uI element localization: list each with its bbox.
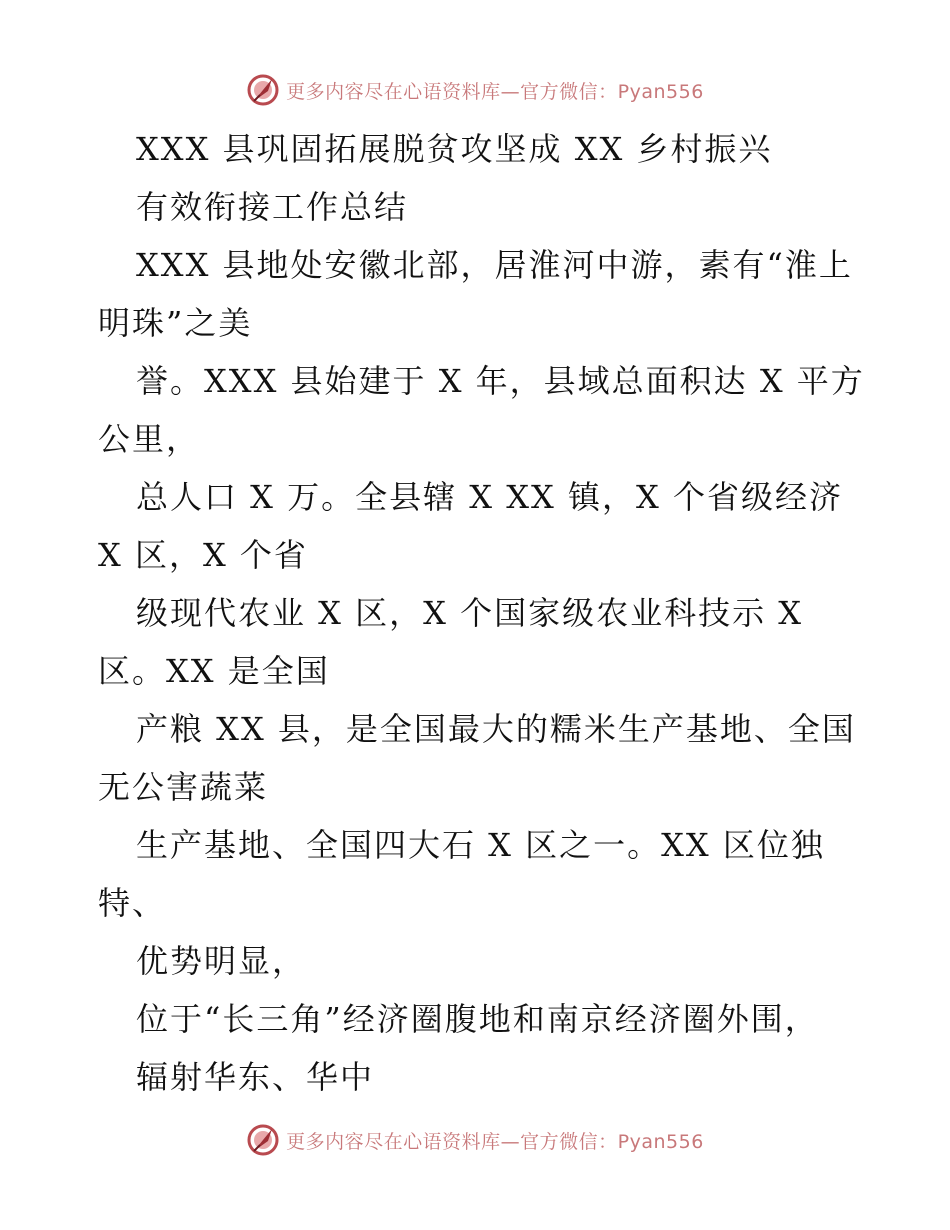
- quill-logo-icon: [246, 73, 280, 107]
- quill-logo-icon: [246, 1123, 280, 1157]
- header-banner: [0, 70, 950, 110]
- paragraph-line: 公里，: [98, 420, 201, 458]
- title-line-1: XXX 县巩固拓展脱贫攻坚成 XX 乡村振兴: [136, 130, 773, 168]
- banner-content: [246, 73, 704, 107]
- paragraph-line: 明珠”之美: [98, 304, 253, 342]
- paragraph-line: 优势明显，: [136, 942, 307, 980]
- paragraph-line: 位于“长三角”经济圈腹地和南京经济圈外围，: [136, 1000, 819, 1038]
- paragraph-line: 无公害蔬菜: [98, 768, 269, 806]
- paragraph-line: 区。XX 是全国: [98, 652, 330, 690]
- paragraph-line: 产粮 XX 县，是全国最大的糯米生产基地、全国: [136, 710, 856, 748]
- banner-content: [246, 1123, 704, 1157]
- footer-banner: [0, 1120, 950, 1160]
- banner-text: 更多内容尽在心语资料库—官方微信：Pyan556: [286, 1130, 704, 1153]
- paragraph-line: XXX 县地处安徽北部，居淮河中游，素有“淮上: [136, 246, 853, 284]
- banner-text: 更多内容尽在心语资料库—官方微信：Pyan556: [286, 80, 704, 103]
- paragraph-line: 总人口 X 万。全县辖 X XX 镇，X 个省级经济: [136, 478, 843, 516]
- paragraph-line: 誉。XXX 县始建于 X 年，县域总面积达 X 平方: [136, 362, 865, 400]
- paragraph-line: 生产基地、全国四大石 X 区之一。XX 区位独: [136, 826, 825, 864]
- title-line-2: 有效衔接工作总结: [136, 188, 409, 226]
- paragraph-line: 级现代农业 X 区，X 个国家级农业科技示 X: [136, 594, 804, 632]
- paragraph-line: X 区，X 个省: [98, 536, 308, 574]
- paragraph-line: 特、: [98, 884, 167, 922]
- paragraph-line: 辐射华东、华中: [136, 1058, 375, 1096]
